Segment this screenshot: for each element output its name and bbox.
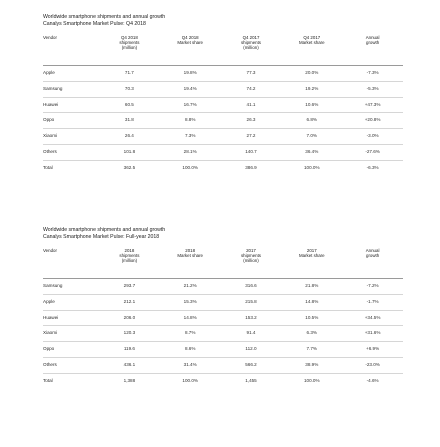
value-cell: 119.6	[99, 342, 160, 358]
value-cell: +47.3%	[342, 97, 403, 113]
value-cell: 8.8%	[160, 113, 221, 129]
value-cell: 77.3	[221, 66, 282, 82]
value-cell: +34.5%	[342, 310, 403, 326]
value-cell: 362.5	[123, 164, 136, 170]
fy-header-col-4: 2017 Market share	[281, 246, 342, 279]
table-row	[43, 342, 403, 358]
q4-header-col-3: Q4 2017 shipments (million)	[221, 33, 282, 66]
table-row	[43, 294, 403, 310]
value-cell: 27.2	[221, 129, 282, 145]
fy-header-row	[43, 246, 403, 279]
value-cell: 206.0	[99, 310, 160, 326]
q4-header-row	[43, 33, 403, 66]
value-cell: 19.8%	[160, 66, 221, 82]
value-cell: 71.7	[99, 66, 160, 82]
value-cell: 36.4%	[281, 144, 342, 160]
value-cell: 74.2	[221, 81, 282, 97]
value-cell: 7.7%	[281, 342, 342, 358]
q4-header-vendor: Vendor	[43, 33, 99, 66]
value-cell: 21.2%	[160, 279, 221, 295]
value-cell: 26.3	[221, 113, 282, 129]
value-cell: 120.3	[99, 326, 160, 342]
value-cell: +6.9%	[342, 342, 403, 358]
table-row	[43, 129, 403, 145]
value-cell: -5.3%	[342, 81, 403, 97]
vendor-cell: Others	[43, 357, 99, 373]
value-cell: 153.2	[221, 310, 282, 326]
value-cell: 41.1	[221, 97, 282, 113]
table-row	[43, 357, 403, 373]
table-row	[43, 113, 403, 129]
table-row	[43, 310, 403, 326]
value-cell: 293.7	[99, 279, 160, 295]
value-cell: 10.5%	[281, 310, 342, 326]
value-cell: -23.0%	[342, 357, 403, 373]
q4-header-col-5: Annual growth	[342, 33, 403, 66]
table-row	[43, 97, 403, 113]
vendor-cell: Xiaomi	[43, 326, 99, 342]
value-cell: -7.2%	[342, 279, 403, 295]
value-cell: 101.8	[99, 144, 160, 160]
value-cell: 14.8%	[160, 310, 221, 326]
fy-header-vendor: Vendor	[43, 246, 99, 279]
value-cell: 100.0%	[303, 164, 320, 170]
vendor-cell: Samsung	[43, 81, 99, 97]
value-cell: 100.0%	[182, 377, 198, 383]
value-cell: 1,455	[245, 377, 257, 383]
value-cell: 19.4%	[160, 81, 221, 97]
q4-header-col-2: Q4 2018 Market share	[160, 33, 221, 66]
value-cell: 70.3	[99, 81, 160, 97]
q4-header-col-1: Q4 2018 shipments (million)	[99, 33, 160, 66]
value-cell: 6.8%	[281, 113, 342, 129]
value-cell: 14.8%	[281, 294, 342, 310]
value-cell: -4.6%	[366, 377, 379, 383]
value-cell: 38.9%	[281, 357, 342, 373]
vendor-cell: Huawei	[43, 97, 99, 113]
fy-header-col-3: 2017 shipments (million)	[221, 246, 282, 279]
value-cell: 6.3%	[281, 326, 342, 342]
value-cell: 7.3%	[160, 129, 221, 145]
value-cell: 16.7%	[160, 97, 221, 113]
table-row	[43, 279, 403, 295]
value-cell: 8.7%	[160, 326, 221, 342]
fy-header-col-1: 2018 shipments (million)	[99, 246, 160, 279]
value-cell: 26.4	[99, 129, 160, 145]
q4-table-title: Worldwide smartphone shipments and annual growth	[43, 14, 166, 20]
q4-header-col-4: Q4 2017 Market share	[281, 33, 342, 66]
value-cell: 436.1	[99, 357, 160, 373]
value-cell: 100.0%	[182, 164, 198, 170]
vendor-cell: Xiaomi	[43, 129, 99, 145]
value-cell: 31.8	[99, 113, 160, 129]
value-cell: 60.5	[99, 97, 160, 113]
total-row	[43, 373, 403, 388]
value-cell: -7.3%	[342, 66, 403, 82]
value-cell: 31.4%	[160, 357, 221, 373]
fy-shipments-table	[43, 246, 403, 389]
value-cell: 215.8	[221, 294, 282, 310]
table-row	[43, 66, 403, 82]
value-cell: 20.0%	[281, 66, 342, 82]
value-cell: -27.6%	[342, 144, 403, 160]
table-row	[43, 326, 403, 342]
q4-table-subtitle: Canalys Smartphone Market Pulse: Q4 2018	[43, 20, 146, 27]
q4-2018-table-section	[43, 14, 403, 176]
vendor-cell: Huawei	[43, 310, 99, 326]
value-cell: -6.3%	[366, 164, 379, 170]
value-cell: +31.6%	[342, 326, 403, 342]
total-row	[43, 160, 403, 175]
value-cell: 316.6	[221, 279, 282, 295]
fy-2018-table-section	[43, 227, 403, 389]
table-row	[43, 144, 403, 160]
value-cell: 10.6%	[281, 97, 342, 113]
value-cell: 19.2%	[281, 81, 342, 97]
fy-table-subtitle: Canalys Smartphone Market Pulse: Full-year 2018	[43, 233, 160, 240]
value-cell: 8.6%	[160, 342, 221, 358]
vendor-cell: Total	[43, 377, 53, 383]
fy-table-title: Worldwide smartphone shipments and annual growth	[43, 227, 166, 233]
value-cell: -3.0%	[342, 129, 403, 145]
value-cell: 1,388	[123, 377, 136, 383]
vendor-cell: Apple	[43, 294, 99, 310]
value-cell: 15.3%	[160, 294, 221, 310]
fy-header-col-5: Annual growth	[342, 246, 403, 279]
value-cell: 112.0	[221, 342, 282, 358]
value-cell: +20.8%	[342, 113, 403, 129]
value-cell: 7.0%	[281, 129, 342, 145]
value-cell: -1.7%	[342, 294, 403, 310]
vendor-cell: Samsung	[43, 279, 99, 295]
value-cell: 566.2	[221, 357, 282, 373]
vendor-cell: Oppo	[43, 113, 99, 129]
vendor-cell: Others	[43, 144, 99, 160]
value-cell: 140.7	[221, 144, 282, 160]
value-cell: 91.4	[221, 326, 282, 342]
vendor-cell: Apple	[43, 66, 99, 82]
vendor-cell: Total	[43, 164, 53, 170]
value-cell: 100.0%	[303, 377, 320, 383]
value-cell: 28.1%	[160, 144, 221, 160]
fy-header-col-2: 2018 Market share	[160, 246, 221, 279]
vendor-cell: Oppo	[43, 342, 99, 358]
q4-shipments-table	[43, 33, 403, 176]
table-row	[43, 81, 403, 97]
value-cell: 212.1	[99, 294, 160, 310]
value-cell: 386.9	[245, 164, 257, 170]
value-cell: 21.8%	[281, 279, 342, 295]
